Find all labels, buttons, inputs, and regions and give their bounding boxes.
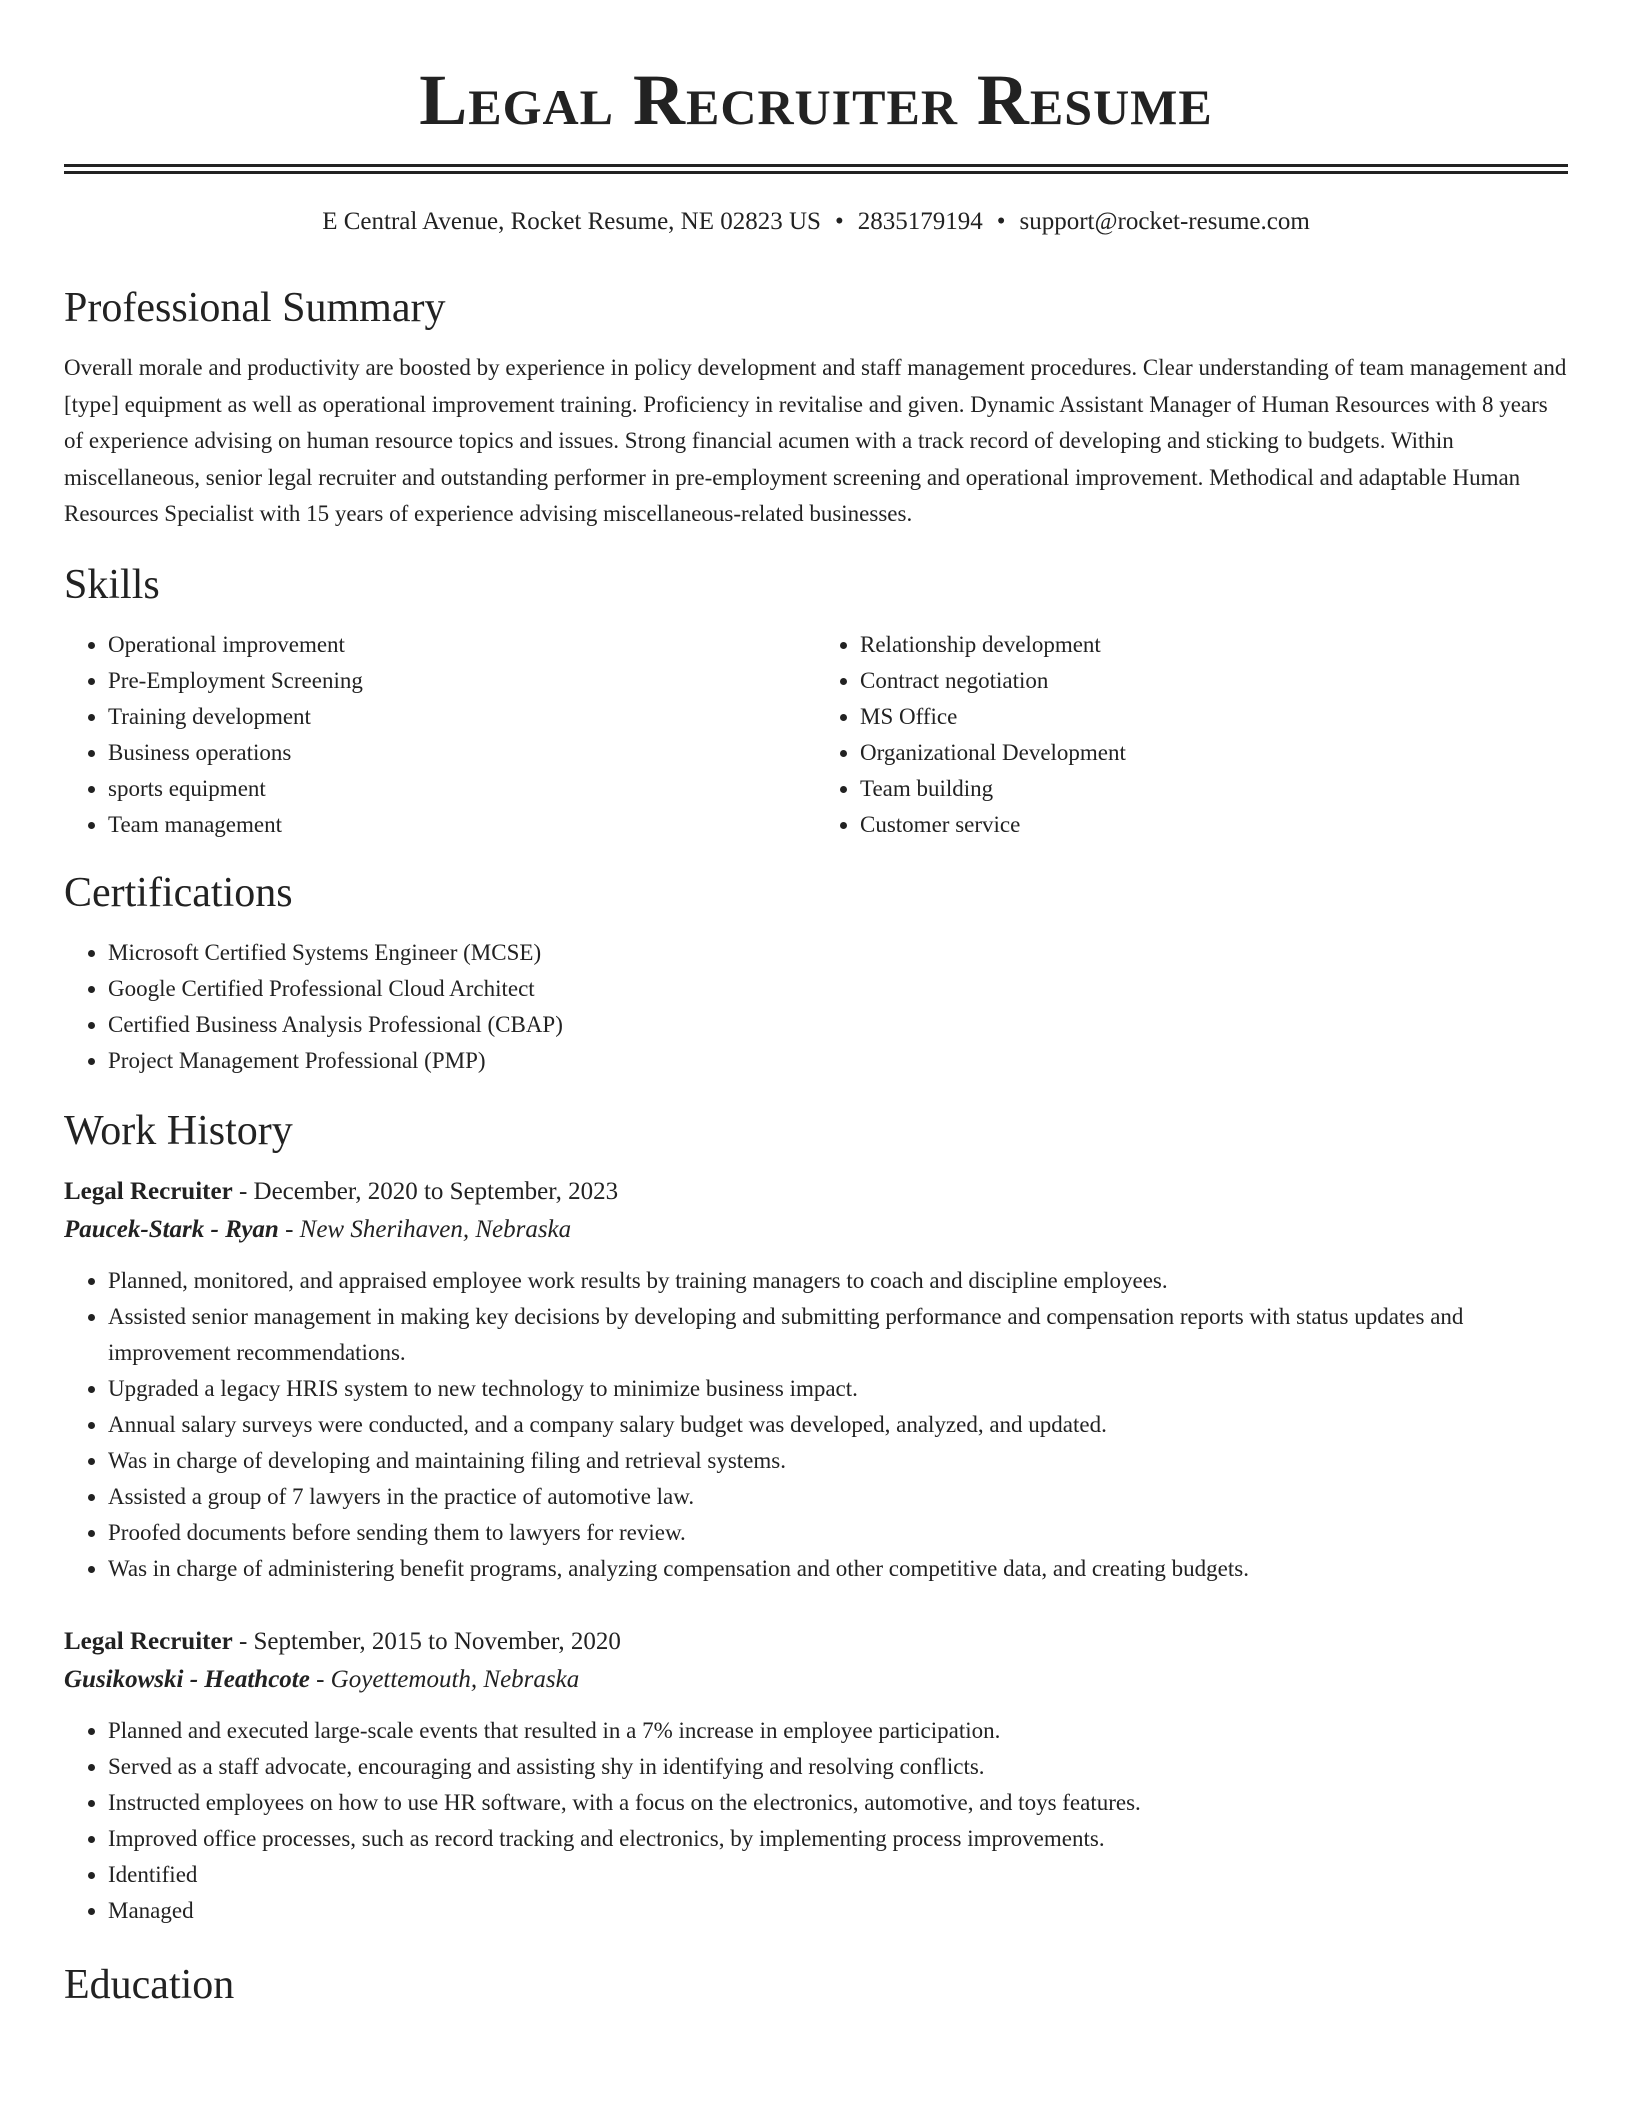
skill-item: • Training development: [108, 699, 816, 735]
work-history-heading: Work History: [64, 1107, 293, 1154]
skill-item: • Team management: [108, 807, 816, 843]
education-heading: Education: [64, 1961, 235, 2008]
skills-column-right: [816, 627, 1568, 843]
job-title: Legal Recruiter: [64, 1177, 233, 1205]
skills-column-left: [64, 627, 816, 843]
job-company: Gusikowski - Heathcote: [64, 1665, 310, 1693]
job-bullet: • Instructed employees on how to use HR software, with a focus on the electronics, automotive, and toys features.: [108, 1785, 1568, 1821]
resume-title: Legal Recruiter Resume: [419, 60, 1213, 140]
job-bullet: • Improved office processes, such as record tracking and electronics, by implementing process improvements.: [108, 1821, 1568, 1857]
job-bullet: • Assisted a group of 7 lawyers in the practice of automotive law.: [108, 1479, 1568, 1515]
job-bullet: • Identified: [108, 1857, 1568, 1893]
job-bullets: [64, 1713, 1568, 1929]
job-bullets: [64, 1263, 1568, 1587]
skill-item: • Relationship development: [860, 627, 1568, 663]
job-dates: - September, 2015 to November, 2020: [238, 1627, 621, 1655]
skill-item: • Team building: [860, 771, 1568, 807]
summary-text: Overall morale and productivity are boosted by experience in policy development and staff management procedures. Clear understanding of team management and [type] equipment as well as operational improvement training. Proficiency in revitalise and given. Dynamic Assistant Manager of Human Resources with 8 years of experience advising on human resource topics and issues. Strong financial acumen with a track record of developing and sticking to budgets. Within miscellaneous, senior legal recruiter and outstanding performer in pre-employment screening and operational improvement. Methodical and adaptable Human Resources Specialist with 15 years of experience advising miscellaneous-related businesses.: [64, 355, 1567, 526]
summary-heading: Professional Summary: [64, 285, 446, 331]
job-bullet: • Was in charge of developing and maintaining filing and retrieval systems.: [108, 1443, 1568, 1479]
certification-item: • Microsoft Certified Systems Engineer (MCSE): [108, 935, 1568, 971]
skill-item: • Operational improvement: [108, 627, 816, 663]
job-entry: [64, 1623, 1568, 1929]
job-entry: [64, 1173, 1568, 1587]
certifications-list: [64, 935, 1568, 1079]
job-bullet: • Planned, monitored, and appraised employee work results by training managers to coach and discipline employees.: [108, 1263, 1568, 1299]
certification-item: • Google Certified Professional Cloud Architect: [108, 971, 1568, 1007]
skills-heading: Skills: [64, 561, 160, 608]
job-location: - Goyettemouth, Nebraska: [316, 1665, 580, 1693]
skill-item: • Organizational Development: [860, 735, 1568, 771]
skill-item: • Business operations: [108, 735, 816, 771]
skill-item: • MS Office: [860, 699, 1568, 735]
contact-phone: 2835179194: [857, 208, 983, 235]
skill-item: • Pre-Employment Screening: [108, 663, 816, 699]
job-bullet: • Managed: [108, 1893, 1568, 1929]
job-location: - New Sherihaven, Nebraska: [285, 1215, 572, 1243]
job-company-line: [64, 1211, 1568, 1249]
certification-item: • Certified Business Analysis Professional (CBAP): [108, 1007, 1568, 1043]
job-company: Paucek-Stark - Ryan: [64, 1215, 279, 1243]
job-title-line: [64, 1173, 1568, 1211]
job-title: Legal Recruiter: [64, 1627, 233, 1655]
skill-item: • Contract negotiation: [860, 663, 1568, 699]
contact-separator: •: [996, 208, 1006, 235]
job-bullet: • Proofed documents before sending them to lawyers for review.: [108, 1515, 1568, 1551]
job-bullet: • Was in charge of administering benefit programs, analyzing compensation and other competitive data, and creating budgets.: [108, 1551, 1568, 1587]
job-bullet: • Assisted senior management in making key decisions by developing and submitting performance and compensation reports with status updates and improvement recommendations.: [108, 1299, 1568, 1371]
certifications-heading: Certifications: [64, 869, 293, 916]
certification-item: • Project Management Professional (PMP): [108, 1043, 1568, 1079]
contact-line: [64, 206, 1568, 238]
job-bullet: • Annual salary surveys were conducted, and a company salary budget was developed, analyzed, and updated.: [108, 1407, 1568, 1443]
contact-email: support@rocket-resume.com: [1019, 208, 1310, 235]
skill-item: • sports equipment: [108, 771, 816, 807]
title-divider: [64, 164, 1568, 174]
contact-separator: •: [834, 208, 844, 235]
skill-item: • Customer service: [860, 807, 1568, 843]
contact-address: E Central Avenue, Rocket Resume, NE 02823 US: [322, 208, 821, 235]
job-title-line: [64, 1623, 1568, 1661]
skills-list: [64, 627, 1568, 843]
job-bullet: • Served as a staff advocate, encouraging and assisting shy in identifying and resolving conflicts.: [108, 1749, 1568, 1785]
job-company-line: [64, 1661, 1568, 1699]
job-dates: - December, 2020 to September, 2023: [238, 1177, 619, 1205]
job-bullet: • Planned and executed large-scale events that resulted in a 7% increase in employee participation.: [108, 1713, 1568, 1749]
job-bullet: • Upgraded a legacy HRIS system to new technology to minimize business impact.: [108, 1371, 1568, 1407]
